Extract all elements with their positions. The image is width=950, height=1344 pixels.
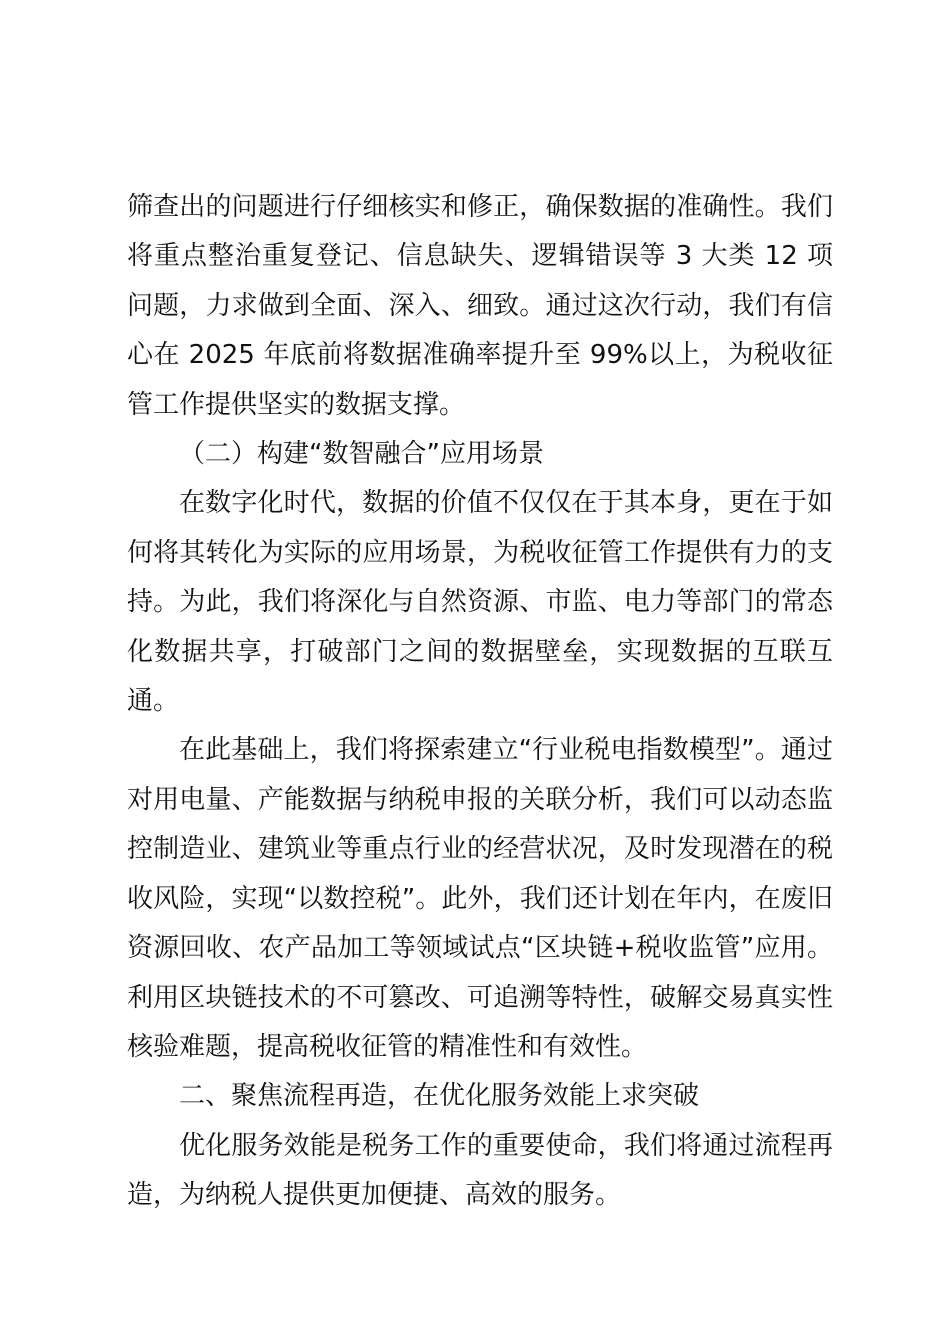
paragraph-data-verification: 筛查出的问题进行仔细核实和修正，确保数据的准确性。我们将重点整治重复登记、信息缺失、逻辑错误等 3 大类 12 项问题，力求做到全面、深入、细致。通过这次行动，我们有信心在 2025 年底前将数据准确率提升至 99%以上，为税收征管工作提供坚实的数据支撑。 [127,192,833,420]
section-heading-process-reengineering: 二、聚焦流程再造，在优化服务效能上求突破 [179,1081,700,1112]
document-body [127,183,833,1221]
paragraph-data-sharing: 在数字化时代，数据的价值不仅仅在于其本身，更在于如何将其转化为实际的应用场景，为税收征管工作提供有力的支持。为此，我们将深化与自然资源、市监、电力等部门的常态化数据共享，打破部门之间的数据壁垒，实现数据的互联互通。 [127,488,833,717]
section-heading-digital-scenarios: （二）构建“数智融合”应用场景 [179,439,544,470]
paragraph-service-efficiency: 优化服务效能是税务工作的重要使命，我们将通过流程再造，为纳税人提供更加便捷、高效的服务。 [127,1130,833,1211]
paragraph-tax-electricity-index: 在此基础上，我们将探索建立“行业税电指数模型”。通过对用电量、产能数据与纳税申报的关联分析，我们可以动态监控制造业、建筑业等重点行业的经营状况，及时发现潜在的税收风险，实现“以数控税”。此外，我们还计划在年内，在废旧资源回收、农产品加工等领域试点“区块链+税收监管”应用。利用区块链技术的不可篡改、可追溯等特性，破解交易真实性核验难题，提高税收征管的精准性和有效性。 [127,735,833,1062]
